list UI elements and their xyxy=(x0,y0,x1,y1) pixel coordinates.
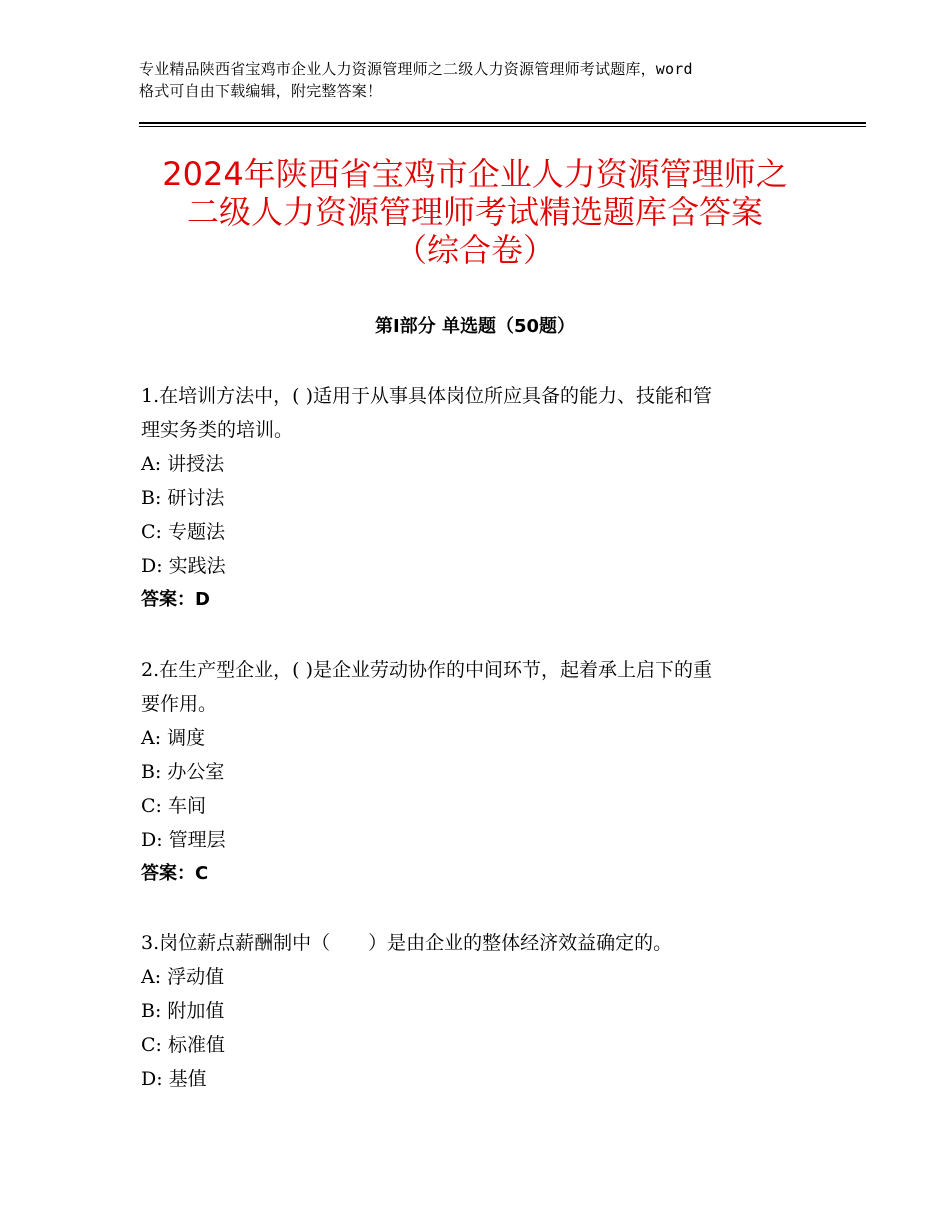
option-d: D: 实践法 xyxy=(141,555,226,577)
question-3 xyxy=(141,926,821,1096)
question-stem-line-1: 3.岗位薪点薪酬制中（ ）是由企业的整体经济效益确定的。 xyxy=(141,932,673,954)
option-c: C: 车间 xyxy=(141,795,206,817)
option-a: A: 调度 xyxy=(141,727,206,749)
question-2 xyxy=(141,653,821,891)
option-b: B: 办公室 xyxy=(141,761,225,783)
answer: 答案：D xyxy=(141,589,210,610)
section-title: 第Ⅰ部分 单选题（50题） xyxy=(374,316,575,337)
question-stem-line-1: 1.在培训方法中，( )适用于从事具体岗位所应具备的能力、技能和管 xyxy=(141,385,712,407)
header-divider-thick xyxy=(139,122,866,124)
option-c: C: 标准值 xyxy=(141,1034,225,1056)
header-divider-thin xyxy=(139,126,866,127)
header-note-line-2: 格式可自由下载编辑，附完整答案！ xyxy=(139,82,383,100)
option-a: A: 浮动值 xyxy=(141,966,225,988)
document-title-line-1: 2024年陕西省宝鸡市企业人力资源管理师之 xyxy=(162,155,788,193)
option-b: B: 附加值 xyxy=(141,1000,225,1022)
question-stem-line-1: 2.在生产型企业，( )是企业劳动协作的中间环节，起着承上启下的重 xyxy=(141,659,712,681)
document-title-line-2: 二级人力资源管理师考试精选题库含答案 xyxy=(186,193,763,231)
document-title xyxy=(120,155,830,269)
question-stem-line-2: 要作用。 xyxy=(141,693,218,715)
option-d: D: 管理层 xyxy=(141,829,226,851)
option-a: A: 讲授法 xyxy=(141,453,225,475)
question-stem-line-2: 理实务类的培训。 xyxy=(141,419,294,441)
option-b: B: 研讨法 xyxy=(141,487,225,509)
answer: 答案：C xyxy=(141,863,209,884)
document-title-line-3: （综合卷） xyxy=(394,231,555,269)
option-c: C: 专题法 xyxy=(141,521,225,543)
header-note xyxy=(139,58,829,102)
question-1 xyxy=(141,379,821,617)
header-note-line-1: 专业精品陕西省宝鸡市企业人力资源管理师之二级人力资源管理师考试题库，word xyxy=(139,60,693,78)
option-d: D: 基值 xyxy=(141,1068,207,1090)
